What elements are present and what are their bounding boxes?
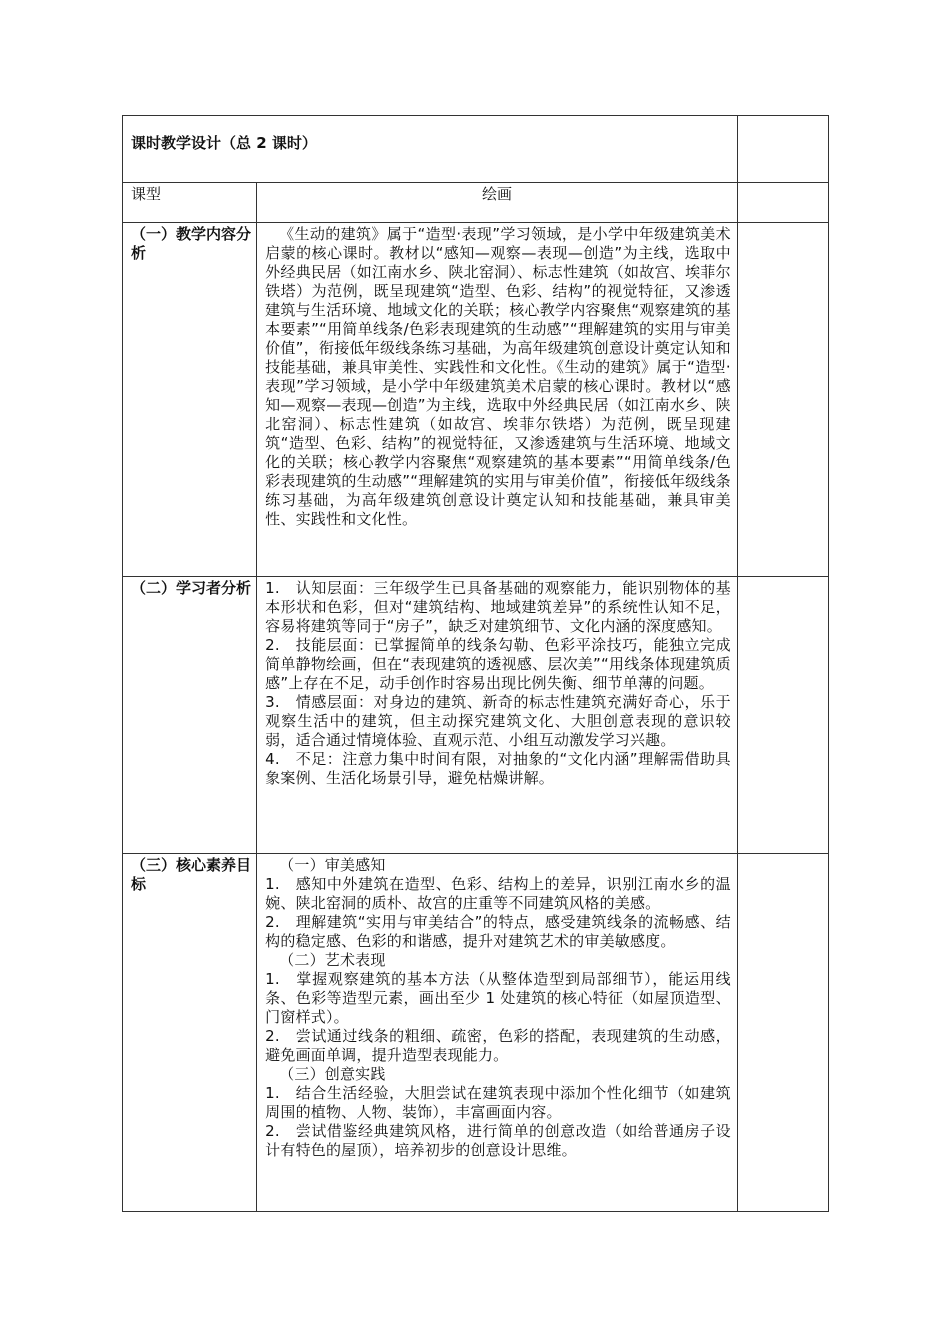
list-item: 1. 结合生活经验，大胆尝试在建筑表现中添加个性化细节（如建筑周围的植物、人物、装饰），丰富画面内容。 xyxy=(265,1084,731,1121)
lesson-design-table xyxy=(122,115,829,1212)
list-item: 1. 认知层面：三年级学生已具备基础的观察能力，能识别物体的基本形状和色彩，但对“建筑结构、地域建筑差异”的系统性认知不足，容易将建筑等同于“房子”，缺乏对建筑细节、文化内涵的深度感知。 xyxy=(265,579,731,635)
course-type-label: 课型 xyxy=(123,183,257,223)
empty-cell xyxy=(737,183,828,223)
content-analysis-row xyxy=(123,223,829,577)
empty-cell xyxy=(737,116,828,183)
table-title: 课时教学设计（总 2 课时） xyxy=(123,116,738,183)
list-item: 1. 感知中外建筑在造型、色彩、结构上的差异，识别江南水乡的温婉、陕北窑洞的质朴、故宫的庄重等不同建筑风格的美感。 xyxy=(265,875,731,912)
subsection-title: （二）艺术表现 xyxy=(279,951,386,969)
empty-cell xyxy=(737,223,828,577)
learner-analysis-row xyxy=(123,577,829,854)
empty-cell xyxy=(737,854,828,1212)
learner-analysis-body xyxy=(257,577,738,854)
empty-cell xyxy=(737,577,828,854)
list-item: 2. 尝试通过线条的粗细、疏密，色彩的搭配，表现建筑的生动感，避免画面单调，提升造型表现能力。 xyxy=(265,1027,731,1064)
subsection-title: （三）创意实践 xyxy=(279,1065,386,1083)
list-item: 2. 理解建筑“实用与审美结合”的特点，感受建筑线条的流畅感、结构的稳定感、色彩的和谐感，提升对建筑艺术的审美敏感度。 xyxy=(265,913,731,950)
subsection-title: （一）审美感知 xyxy=(279,856,386,874)
list-item: 4. 不足：注意力集中时间有限，对抽象的“文化内涵”理解需借助具象案例、生活化场景引导，避免枯燥讲解。 xyxy=(265,750,731,787)
content-analysis-body xyxy=(257,223,738,577)
learner-analysis-heading: （二）学习者分析 xyxy=(123,577,257,854)
title-row xyxy=(123,116,829,183)
content-analysis-text: 《生动的建筑》属于“造型·表现”学习领域，是小学中年级建筑美术启蒙的核心课时。教材以“感知—观察—表现—创造”为主线，选取中外经典民居（如江南水乡、陕北窑洞）、标志性建筑（如故宫、埃菲尔铁塔）为范例，既呈现建筑“造型、色彩、结构”的视觉特征，又渗透建筑与生活环境、地域文化的关联；核心教学内容聚焦“观察建筑的基本要素”“用简单线条/色彩表现建筑的生动感”“理解建筑的实用与审美价值”，衔接低年级线条练习基础，为高年级建筑创意设计奠定认知和技能基础，兼具审美性、实践性和文化性。《生动的建筑》属于“造型·表现”学习领域，是小学中年级建筑美术启蒙的核心课时。教材以“感知—观察—表现—创造”为主线，选取中外经典民居（如江南水乡、陕北窑洞）、标志性建筑（如故宫、埃菲尔铁塔）为范例，既呈现建筑“造型、色彩、结构”的视觉特征，又渗透建筑与生活环境、地域文化的关联；核心教学内容聚焦“观察建筑的基本要素”“用简单线条/色彩表现建筑的生动感”“理解建筑的实用与审美价值”，衔接低年级线条练习基础，为高年级建筑创意设计奠定认知和技能基础，兼具审美性、实践性和文化性。 xyxy=(265,225,731,528)
course-type-value: 绘画 xyxy=(257,183,738,223)
course-type-row xyxy=(123,183,829,223)
core-literacy-heading: （三）核心素养目标 xyxy=(123,854,257,1212)
list-item: 1. 掌握观察建筑的基本方法（从整体造型到局部细节），能运用线条、色彩等造型元素，画出至少 1 处建筑的核心特征（如屋顶造型、门窗样式）。 xyxy=(265,970,731,1026)
list-item: 3. 情感层面：对身边的建筑、新奇的标志性建筑充满好奇心，乐于观察生活中的建筑，但主动探究建筑文化、大胆创意表现的意识较弱，适合通过情境体验、直观示范、小组互动激发学习兴趣。 xyxy=(265,693,731,749)
list-item: 2. 技能层面：已掌握简单的线条勾勒、色彩平涂技巧，能独立完成简单静物绘画，但在“表现建筑的透视感、层次美”“用线条体现建筑质感”上存在不足，动手创作时容易出现比例失衡、细节单薄的问题。 xyxy=(265,636,731,692)
core-literacy-row xyxy=(123,854,829,1212)
list-item: 2. 尝试借鉴经典建筑风格，进行简单的创意改造（如给普通房子设计有特色的屋顶），培养初步的创意设计思维。 xyxy=(265,1122,731,1159)
content-analysis-heading: （一）教学内容分析 xyxy=(123,223,257,577)
core-literacy-body xyxy=(257,854,738,1212)
